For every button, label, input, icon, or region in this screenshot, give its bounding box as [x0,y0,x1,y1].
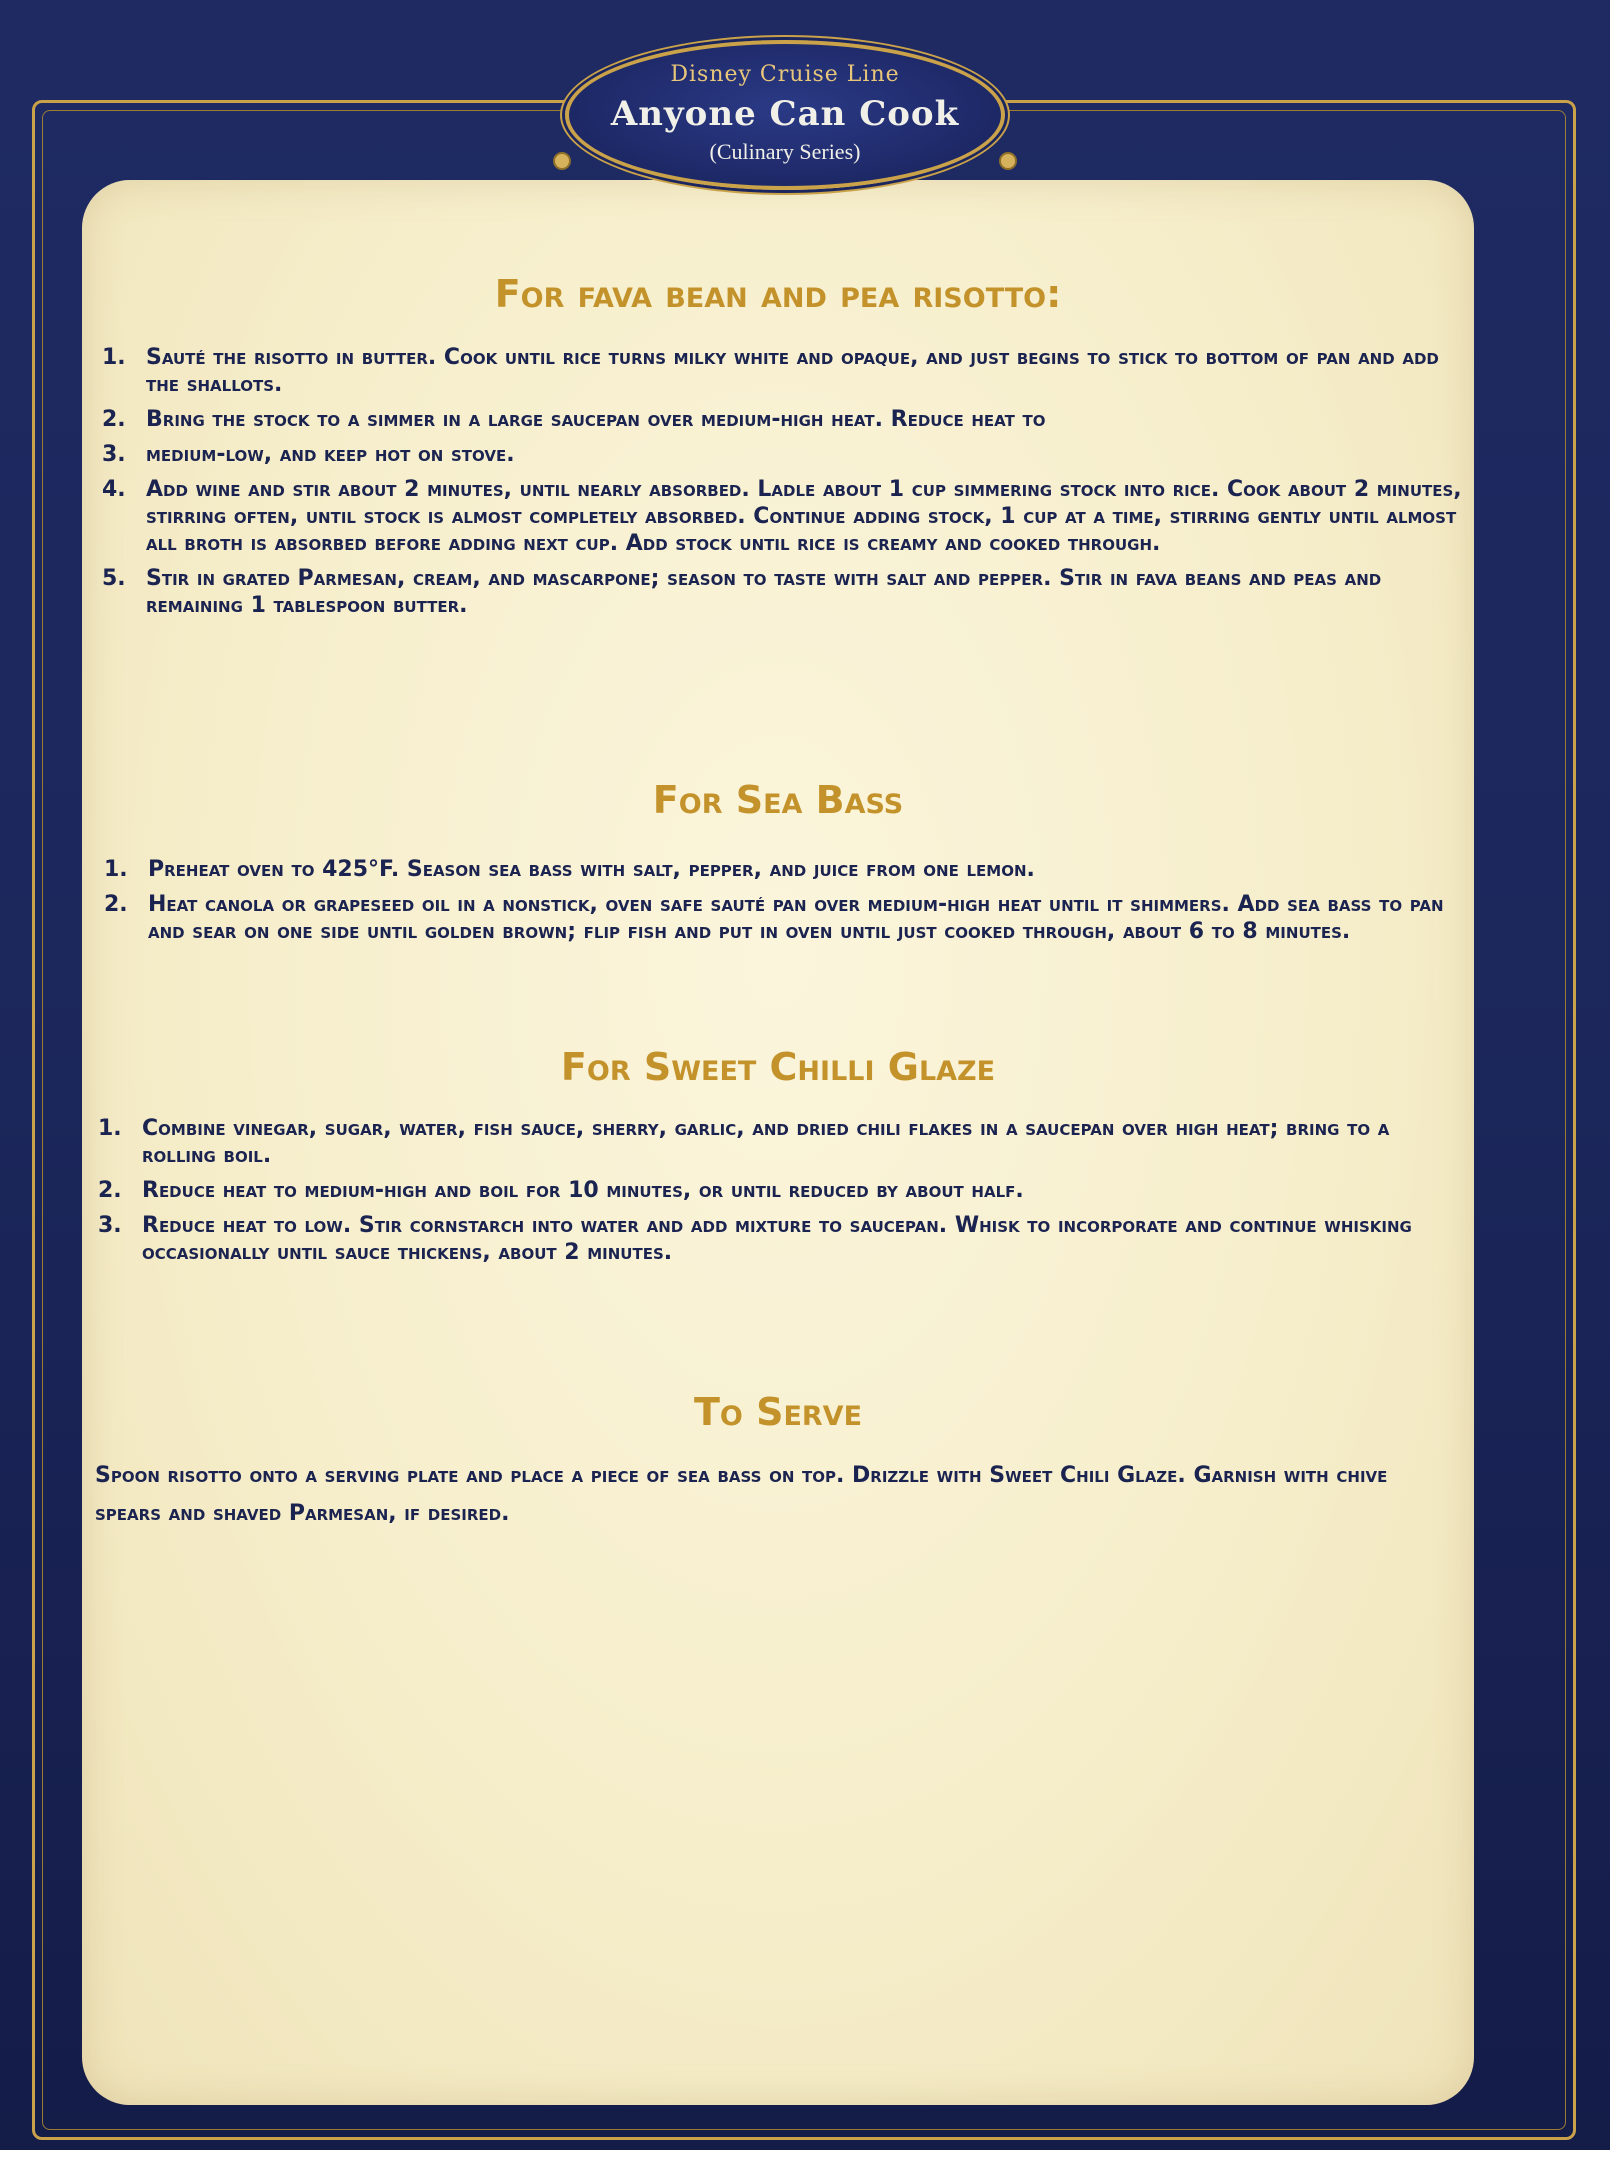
list-item [102,565,1462,619]
risotto-steps [102,344,1462,627]
list-item [98,1115,1458,1169]
step-text: Stir in grated Parmesan, cream, and mascarpone; season to taste with salt and pepper. Stir in fava beans and peas and remaining 1 tablespoon butter. [146,566,1382,618]
step-number: 4. [102,477,126,502]
section-title-chilli-glaze: For Sweet Chilli Glaze [560,1045,996,1089]
section-title-to-serve: To Serve [693,1390,863,1434]
step-number: 2. [102,407,126,432]
step-text: Add wine and stir about 2 minutes, until nearly absorbed. Ladle about 1 cup simmering stock into rice. Cook about 2 minutes, stirring often, until stock is almost completely absorbed. Continue adding stock, 1 cup at a time, stirring gently until almost all broth is absorbed before adding next cup. Add stock until rice is creamy and cooked through. [146,477,1462,556]
step-text: Heat canola or grapeseed oil in a nonstick, oven safe sauté pan over medium-high heat until it shimmers. Add sea bass to pan and sear on one side until golden brown; flip fish and put in oven until just cooked through, about 6 to 8 minutes. [148,892,1444,944]
step-text: Reduce heat to medium-high and boil for 10 minutes, or until reduced by about half. [142,1178,1024,1203]
step-text: Combine vinegar, sugar, water, fish sauce, sherry, garlic, and dried chili flakes in a saucepan over high heat; bring to a rolling boil. [142,1116,1390,1168]
step-text: Preheat oven to 425°F. Season sea bass with salt, pepper, and juice from one lemon. [148,857,1035,882]
list-item [102,344,1462,398]
section-title-risotto: For fava bean and pea risotto: [494,272,1062,316]
section-title-sea-bass: For Sea Bass [652,778,904,822]
step-number: 3. [102,442,126,467]
step-number: 1. [104,857,128,882]
culinary-series-badge [565,40,1005,190]
series-subtitle: (Culinary Series) [709,139,861,164]
list-item [98,1212,1458,1266]
brand-logo: Disney Cruise Line [670,62,900,87]
list-item [102,441,1462,468]
step-number: 2. [104,892,128,917]
step-number: 2. [98,1178,122,1203]
list-item [102,476,1462,557]
step-text: Reduce heat to low. Stir cornstarch into water and add mixture to saucepan. Whisk to incorporate and continue whisking occasionally until sauce thickens, about 2 minutes. [142,1213,1412,1265]
step-text: medium-low, and keep hot on stove. [146,442,515,467]
step-text: Sauté the risotto in butter. Cook until rice turns milky white and opaque, and just begins to stick to bottom of pan and add the shallots. [146,345,1439,397]
list-item [102,406,1462,433]
list-item [104,856,1474,883]
step-number: 3. [98,1213,122,1238]
serve-instructions: Spoon risotto onto a serving plate and place a piece of sea bass on top. Drizzle with Sweet Chili Glaze. Garnish with chive spears and shaved Parmesan, if desired. [95,1463,1388,1526]
step-number: 1. [102,345,126,370]
list-item [98,1177,1458,1204]
step-number: 5. [102,566,126,591]
series-title: Anyone Can Cook [610,94,960,134]
chilli-glaze-steps [98,1115,1458,1274]
list-item [104,891,1474,945]
sea-bass-steps [104,856,1474,953]
step-text: Bring the stock to a simmer in a large saucepan over medium-high heat. Reduce heat to [146,407,1046,432]
step-number: 1. [98,1116,122,1141]
